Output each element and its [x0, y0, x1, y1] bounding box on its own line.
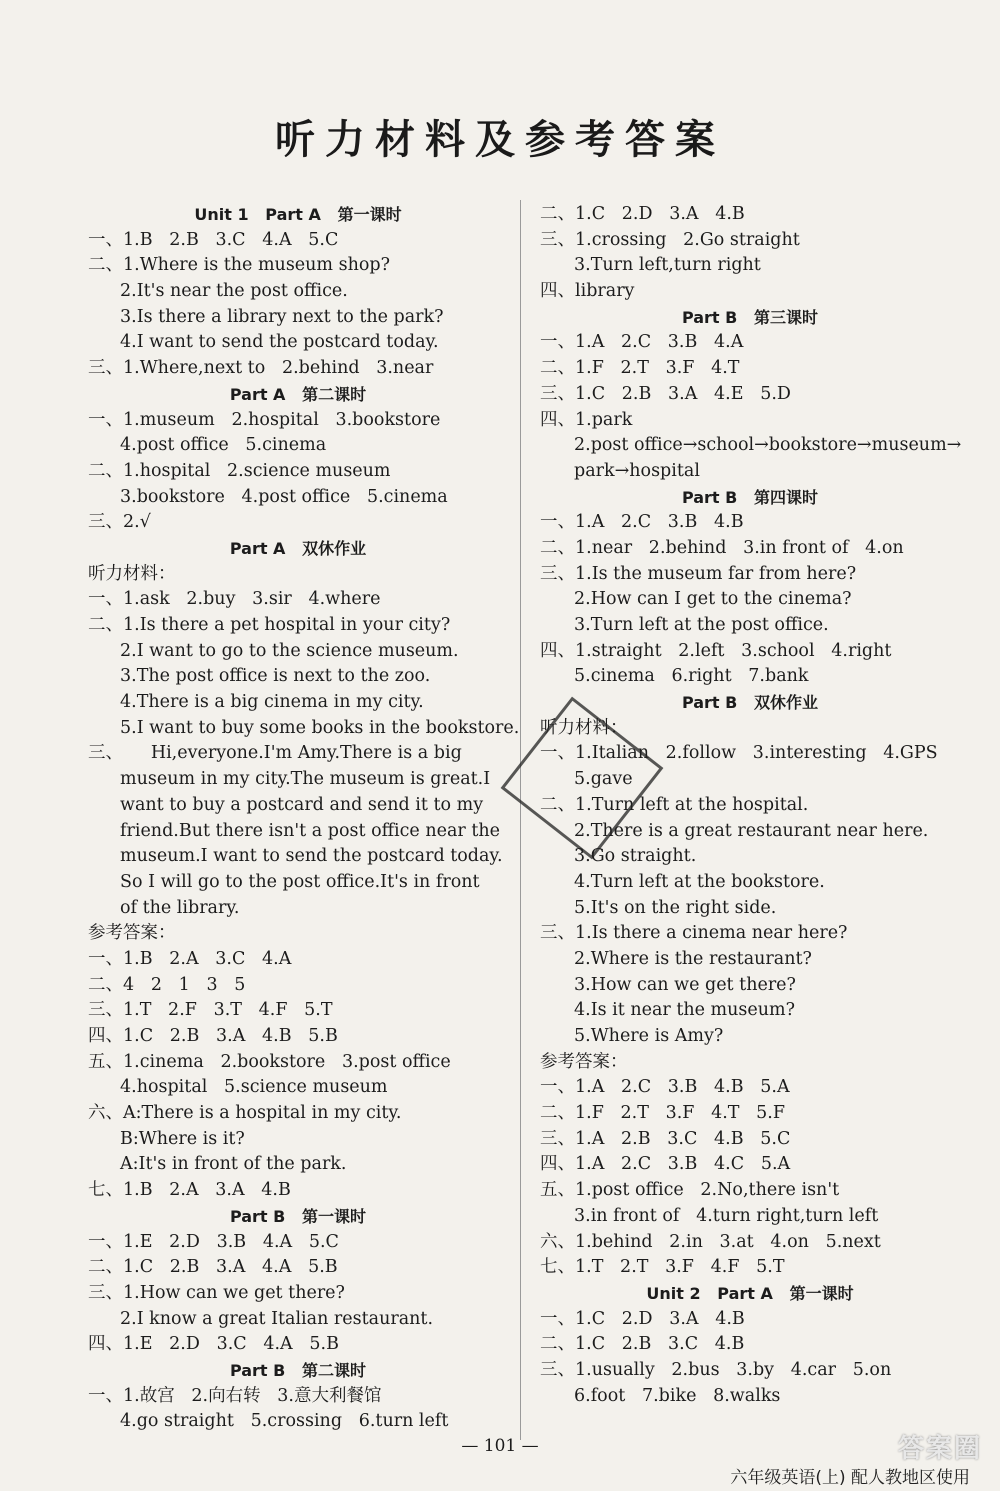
answer-line: 3.bookstore 4.post office 5.cinema [120, 486, 448, 507]
page-title: 听力材料及参考答案 [275, 117, 725, 163]
answer-line: 2.How can I get to the cinema? [574, 589, 852, 610]
answer-line: 一、1.B 2.B 3.C 4.A 5.C [88, 229, 339, 250]
footer-book-title: 六年级英语(上) 配人教地区使用 [730, 1468, 970, 1488]
section-heading: Unit 2 Part A 第一课时 [646, 1283, 854, 1303]
answer-line: 三、1.crossing 2.Go straight [540, 229, 800, 250]
answer-line: 一、1.A 2.C 3.B 4.B 5.A [540, 1077, 790, 1098]
answer-line: 一、1.C 2.D 3.A 4.B [540, 1308, 745, 1329]
answer-line: 三、1.Is the museum far from here? [540, 563, 857, 584]
answer-line: 四、1.C 2.B 3.A 4.B 5.B [88, 1026, 338, 1046]
answer-line: 3.How can we get there? [574, 974, 796, 995]
answer-line: 参考答案： [88, 923, 176, 944]
answer-line: 4.post office 5.cinema [120, 435, 327, 456]
answer-line: 5.It's on the right side. [574, 897, 777, 918]
page-number: — 101 — [461, 1436, 539, 1456]
answer-line: 3.Turn left at the post office. [574, 615, 829, 635]
answer-line: want to buy a postcard and send it to my [120, 794, 484, 815]
section-heading: Unit 1 Part A 第一课时 [194, 205, 402, 224]
answer-line: 三、1.Where,next to 2.behind 3.near [88, 358, 434, 379]
answer-line: 一、1.A 2.C 3.B 4.A [540, 332, 744, 353]
answer-line: 四、1.park [540, 409, 633, 430]
answer-line: B:Where is it? [120, 1128, 245, 1149]
answer-line: 五、1.post office 2.No,there isn't [540, 1180, 840, 1201]
answer-line: 二、1.Where is the museum shop? [88, 255, 390, 276]
section-heading: Part A 第二课时 [229, 384, 367, 404]
section-heading: Part B 第一课时 [229, 1206, 367, 1226]
answer-line: 5.I want to buy some books in the bookstore. [120, 717, 520, 738]
answer-line: 一、1.B 2.A 3.C 4.A [88, 948, 292, 969]
answer-line: 3.Go straight. [574, 846, 697, 867]
answer-line: 六、1.behind 2.in 3.at 4.on 5.next [540, 1231, 881, 1252]
section-heading: Part B 第二课时 [229, 1360, 367, 1380]
answer-line: 三、1.usually 2.bus 3.by 4.car 5.on [540, 1359, 892, 1380]
answer-line: 三、1.A 2.B 3.C 4.B 5.C [540, 1128, 791, 1149]
answer-line: 二、1.C 2.B 3.A 4.A 5.B [88, 1257, 338, 1278]
answer-line: 一、1.ask 2.buy 3.sir 4.where [88, 589, 381, 610]
answer-line: 二、4 2 1 3 5 [88, 974, 246, 995]
answer-line: 三、1.C 2.B 3.A 4.E 5.D [540, 383, 791, 404]
answer-line: 4.go straight 5.crossing 6.turn left [120, 1411, 449, 1432]
answer-line: 二、1.C 2.B 3.C 4.B [540, 1334, 745, 1355]
answer-line: 4.Turn left at the bookstore. [574, 871, 825, 892]
answer-line: 2.I want to go to the science museum. [120, 640, 459, 661]
answer-line: 四、library [540, 281, 635, 302]
section-heading: Part B 第四课时 [681, 487, 819, 507]
answer-line: A:It's in front of the park. [120, 1154, 347, 1175]
answer-line: 2.Where is the restaurant? [574, 948, 812, 969]
answer-line: 二、1.hospital 2.science museum [88, 460, 391, 481]
answer-line: 4.hospital 5.science museum [120, 1077, 388, 1098]
left-column [88, 202, 520, 1435]
answer-line: 二、1.F 2.T 3.F 4.T [540, 358, 740, 379]
column-divider [520, 200, 521, 1440]
answer-line: 参考答案： [540, 1051, 628, 1072]
answer-line: 五、1.cinema 2.bookstore 3.post office [88, 1051, 451, 1072]
answer-line: 2.post office→school→bookstore→museum→ [574, 435, 962, 456]
answer-line: 5.cinema 6.right 7.bank [574, 666, 809, 687]
answer-line: 一、1.E 2.D 3.B 4.A 5.C [88, 1231, 339, 1252]
answer-line: 二、1.C 2.D 3.A 4.B [540, 204, 745, 224]
answer-line: 4.There is a big cinema in my city. [120, 692, 424, 713]
answer-line: 四、1.E 2.D 3.C 4.A 5.B [88, 1334, 339, 1355]
answer-line: 3.Is there a library next to the park? [120, 306, 444, 327]
answer-line: 二、1.F 2.T 3.F 4.T 5.F [540, 1103, 786, 1124]
answer-line: 一、1.A 2.C 3.B 4.B [540, 512, 744, 533]
answer-line: 二、1.Is there a pet hospital in your city? [88, 615, 451, 635]
answer-line: 3.The post office is next to the zoo. [120, 666, 431, 687]
section-heading: Part A 双休作业 [229, 538, 367, 558]
answer-line: 一、1.museum 2.hospital 3.bookstore [88, 409, 441, 430]
answer-line: museum in my city.The museum is great.I [120, 769, 491, 790]
answer-line: 一、1.Italian 2.follow 3.interesting 4.GPS [540, 743, 938, 764]
answer-line: 三、2.√ [88, 512, 151, 533]
answer-line: 四、1.A 2.C 3.B 4.C 5.A [540, 1154, 791, 1175]
answer-line: park→hospital [574, 460, 700, 481]
answer-line: 三、1.How can we get there? [88, 1282, 345, 1303]
answer-line: 3.Turn left,turn right [574, 255, 761, 276]
answer-line: 6.foot 7.bike 8.walks [574, 1385, 781, 1406]
answer-line: museum.I want to send the postcard today. [120, 846, 503, 867]
answer-line: 二、1.near 2.behind 3.in front of 4.on [540, 537, 904, 558]
answer-line: 4.Is it near the museum? [574, 1000, 796, 1021]
answer-line: 4.I want to send the postcard today. [120, 332, 439, 353]
answer-line: So I will go to the post office.It's in front [120, 871, 480, 892]
answer-line: 七、1.B 2.A 3.A 4.B [88, 1180, 291, 1201]
answer-line: 2.I know a great Italian restaurant. [120, 1308, 434, 1329]
answer-line: 3.in front of 4.turn right,turn left [574, 1205, 879, 1226]
answer-line: of the library. [120, 897, 240, 918]
answer-line: 一、1.故宫 2.向右转 3.意大利餐馆 [88, 1385, 382, 1406]
answer-line: 二、1.Turn left at the hospital. [540, 794, 809, 815]
section-heading: Part B 双休作业 [681, 693, 819, 713]
answer-line: 三、1.T 2.F 3.T 4.F 5.T [88, 1000, 333, 1021]
answer-line: friend.But there isn't a post office near the [120, 820, 501, 841]
answer-line: 六、A:There is a hospital in my city. [88, 1103, 402, 1124]
answer-line: 5.gave [574, 769, 633, 790]
section-heading: Part B 第三课时 [681, 307, 819, 327]
answer-line: 2.It's near the post office. [120, 281, 348, 302]
answer-line: 2.There is a great restaurant near here. [574, 820, 929, 841]
answer-line: 听力材料： [88, 563, 176, 584]
answer-line: 三、 Hi,everyone.I'm Amy.There is a big [88, 743, 462, 764]
answer-line: 听力材料： [540, 717, 628, 738]
answer-line: 七、1.T 2.T 3.F 4.F 5.T [540, 1257, 785, 1278]
answer-line: 三、1.Is there a cinema near here? [540, 923, 848, 944]
answer-line: 四、1.straight 2.left 3.school 4.right [540, 640, 892, 661]
watermark-logo: 答案圈 [897, 1434, 982, 1464]
answer-line: 5.Where is Amy? [574, 1026, 724, 1046]
